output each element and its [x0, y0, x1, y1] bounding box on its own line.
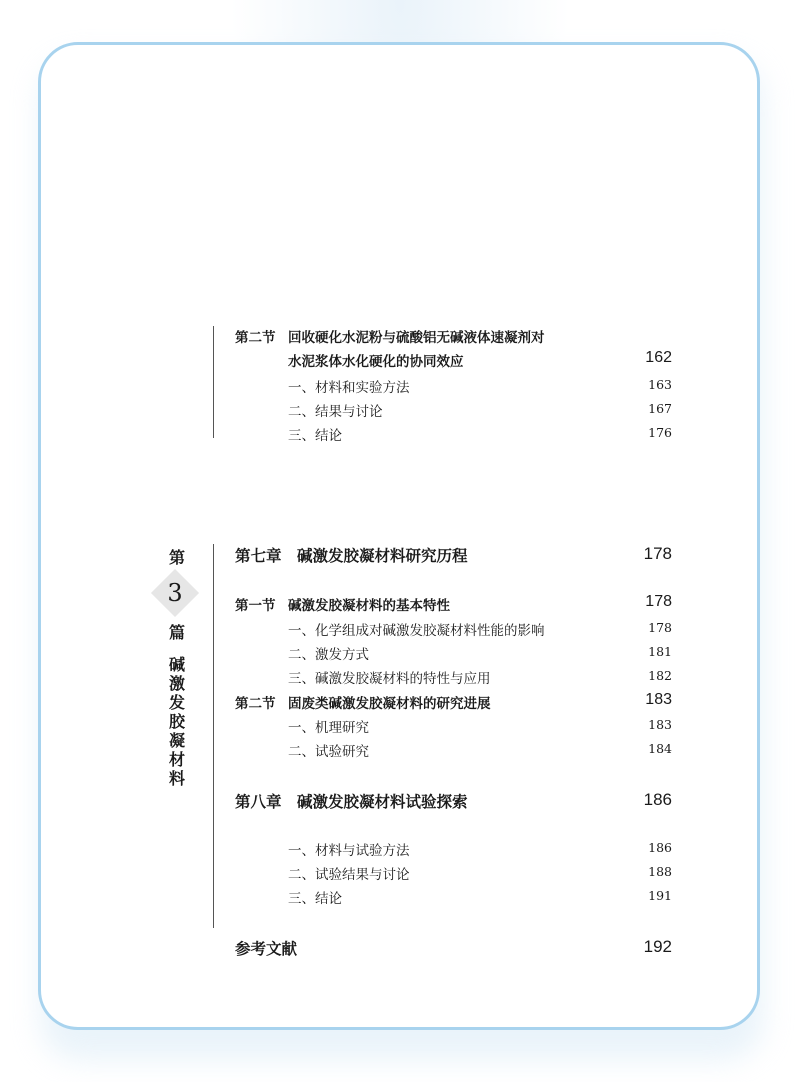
ch7-section1-page: 178 — [645, 593, 672, 610]
toc-top-item-1: 一、材料和实验方法 — [288, 380, 410, 396]
part-number: 3 — [167, 579, 183, 607]
ch7-s1-item-3-page: 182 — [648, 668, 672, 683]
part-suffix: 篇 — [168, 623, 185, 642]
toc-top-section-title-line2: 水泥浆体水化硬化的协同效应 — [288, 354, 464, 370]
part-title-char-2: 激 — [168, 674, 185, 693]
ch7-s1-item-2: 二、激发方式 — [288, 647, 369, 663]
ch7-s1-item-1: 一、化学组成对碱激发胶凝材料性能的影响 — [288, 623, 545, 639]
part-title-char-4: 胶 — [168, 712, 185, 731]
ch7-section1-label: 第一节 — [235, 598, 276, 614]
ch8-item-1: 一、材料与试验方法 — [288, 843, 410, 859]
part-title-char-7: 料 — [168, 769, 185, 788]
part-title-char-6: 材 — [168, 750, 185, 769]
toc-top-item-3-page: 176 — [648, 425, 672, 440]
ch8-item-2: 二、试验结果与讨论 — [288, 867, 410, 883]
part-title-char-1: 碱 — [168, 655, 185, 674]
toc-top-item-1-page: 163 — [648, 377, 672, 392]
ch8-item-3: 三、结论 — [288, 891, 342, 907]
ch7-section1-title: 碱激发胶凝材料的基本特性 — [288, 598, 450, 614]
chapter7-title: 碱激发胶凝材料研究历程 — [297, 547, 468, 565]
part-title — [160, 655, 194, 788]
chapter8-label: 第八章 — [235, 793, 282, 811]
toc-top-item-3: 三、结论 — [288, 428, 342, 444]
chapter8-title: 碱激发胶凝材料试验探索 — [297, 793, 468, 811]
ch8-item-2-page: 188 — [648, 864, 672, 879]
toc-top-section-page: 162 — [645, 349, 672, 366]
toc-top-item-2-page: 167 — [648, 401, 672, 416]
ch8-item-3-page: 191 — [648, 888, 672, 903]
part-prefix: 第 — [168, 548, 185, 567]
ch7-section2-label: 第二节 — [235, 696, 276, 712]
references-page: 192 — [643, 937, 672, 956]
chapter8-page: 186 — [643, 790, 672, 809]
toc-rule-top — [213, 326, 214, 438]
ch7-section2-title: 固废类碱激发胶凝材料的研究进展 — [288, 696, 491, 712]
references-label: 参考文献 — [235, 940, 298, 958]
ch7-s1-item-3: 三、碱激发胶凝材料的特性与应用 — [288, 671, 491, 687]
ch7-s2-item-2-page: 184 — [648, 741, 672, 756]
ch7-s1-item-2-page: 181 — [648, 644, 672, 659]
ch8-item-1-page: 186 — [648, 840, 672, 855]
part-title-char-3: 发 — [168, 693, 185, 712]
toc-top-section-title-line1: 回收硬化水泥粉与硫酸铝无碱液体速凝剂对 — [288, 330, 545, 346]
ch7-s2-item-2: 二、试验研究 — [288, 744, 369, 760]
toc-rule-main — [213, 544, 214, 928]
part-title-char-5: 凝 — [168, 731, 185, 750]
toc-top-section-label: 第二节 — [235, 330, 276, 346]
toc-top-item-2: 二、结果与讨论 — [288, 404, 383, 420]
ch7-section2-page: 183 — [645, 691, 672, 708]
chapter7-label: 第七章 — [235, 547, 282, 565]
ch7-s1-item-1-page: 178 — [648, 620, 672, 635]
ch7-s2-item-1-page: 183 — [648, 717, 672, 732]
ch7-s2-item-1: 一、机理研究 — [288, 720, 369, 736]
chapter7-page: 178 — [643, 544, 672, 563]
